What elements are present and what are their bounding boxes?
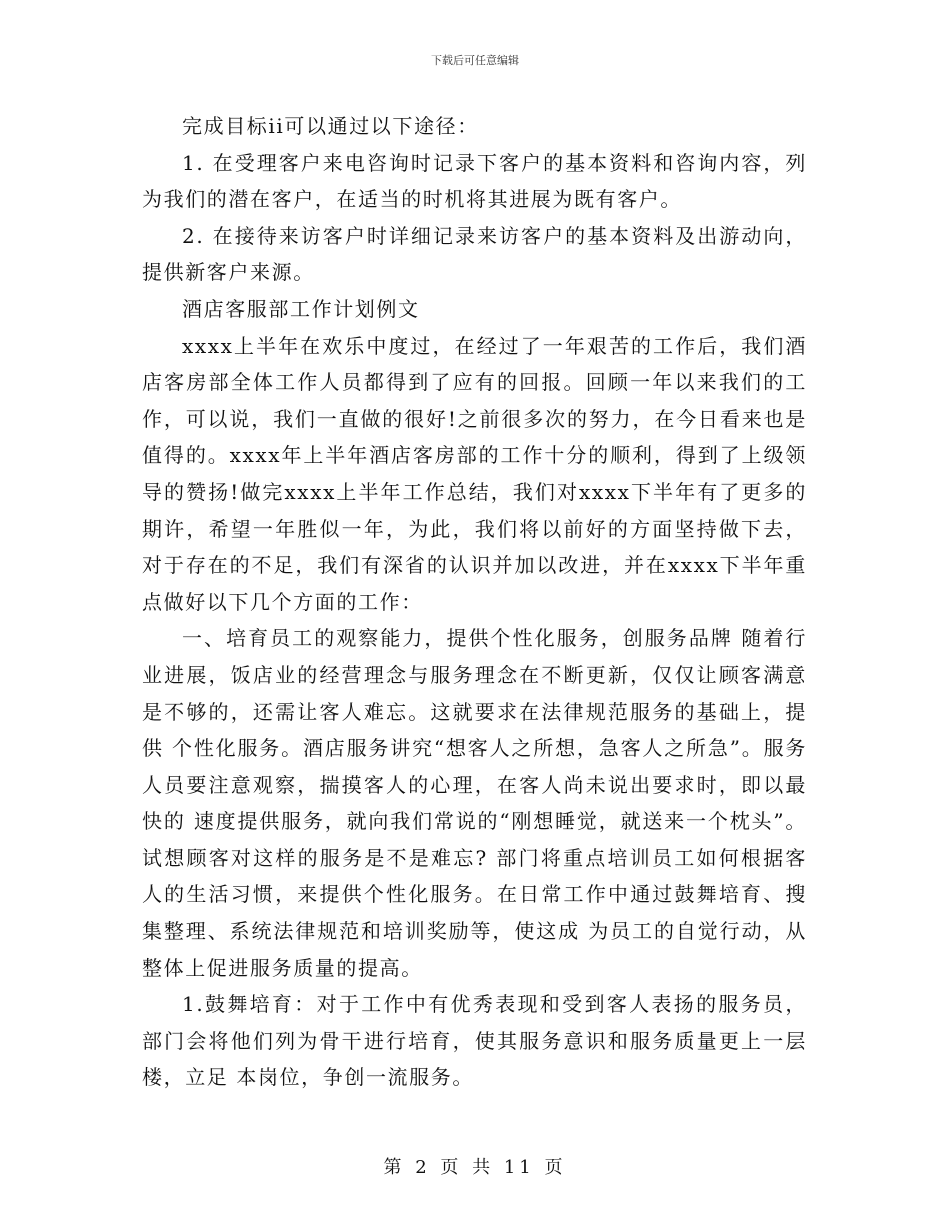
paragraph-goal-intro: 完成目标ii可以通过以下途径： bbox=[182, 114, 479, 138]
paragraph-item-2: 2. 在接待来访客户时详细记录来访客户的基本资料及出游动向，提供新客户来源。 bbox=[142, 223, 807, 285]
page-number: 第 2 页 共 11 页 bbox=[383, 1157, 567, 1178]
page-header-note: 下载后可任意编辑 bbox=[431, 54, 519, 67]
paragraph-section-one: 一、培育员工的观察能力，提供个性化服务，创服务品牌 随着行业进展，饭店业的经营理念与服务理念在不断更新，仅仅让顾客满意是不够的，还需让客人难忘。这就要求在法律规范服务的基础上，提供 个性化服务。酒店服务讲究“想客人之所想，急客人之所急”。服务人员要注意观察，揣摸客人的心理，在客人尚未说出要求时，即以最快的 速度提供服务，就向我们常说的“刚想睡觉，就送来一个枕头”。试想顾客对这样的服务是不是难忘? 部门将重点培训员工如何根据客人的生活习惯，来提供个性化服务。在日常工作中通过鼓舞培育、搜集整理、系统法律规范和培训奖励等，使这成 为员工的自觉行动，从整体上促进服务质量的提高。 bbox=[142, 626, 807, 980]
paragraph-encourage-training: 1.鼓舞培育：对于工作中有优秀表现和受到客人表扬的服务员，部门会将他们列为骨干进行培育，使其服务意识和服务质量更上一层楼，立足 本岗位，争创一流服务。 bbox=[142, 992, 807, 1090]
section-title: 酒店客服部工作计划例文 bbox=[182, 296, 420, 321]
paragraph-item-1: 1. 在受理客户来电咨询时记录下客户的基本资料和咨询内容，列为我们的潜在客户，在适当的时机将其进展为既有客户。 bbox=[142, 150, 807, 212]
document-body bbox=[142, 108, 807, 1096]
paragraph-intro: xxxx上半年在欢乐中度过，在经过了一年艰苦的工作后，我们酒店客房部全体工作人员都得到了应有的回报。回顾一年以来我们的工作，可以说，我们一直做的很好!之前很多次的努力，在今日看来也是值得的。xxxx年上半年酒店客房部的工作十分的顺利，得到了上级领导的赞扬!做完xxxx上半年工作总结，我们对xxxx下半年有了更多的期许，希望一年胜似一年，为此，我们将以前好的方面坚持做下去，对于存在的不足，我们有深省的认识并加以改进，并在xxxx下半年重点做好以下几个方面的工作： bbox=[142, 333, 807, 614]
